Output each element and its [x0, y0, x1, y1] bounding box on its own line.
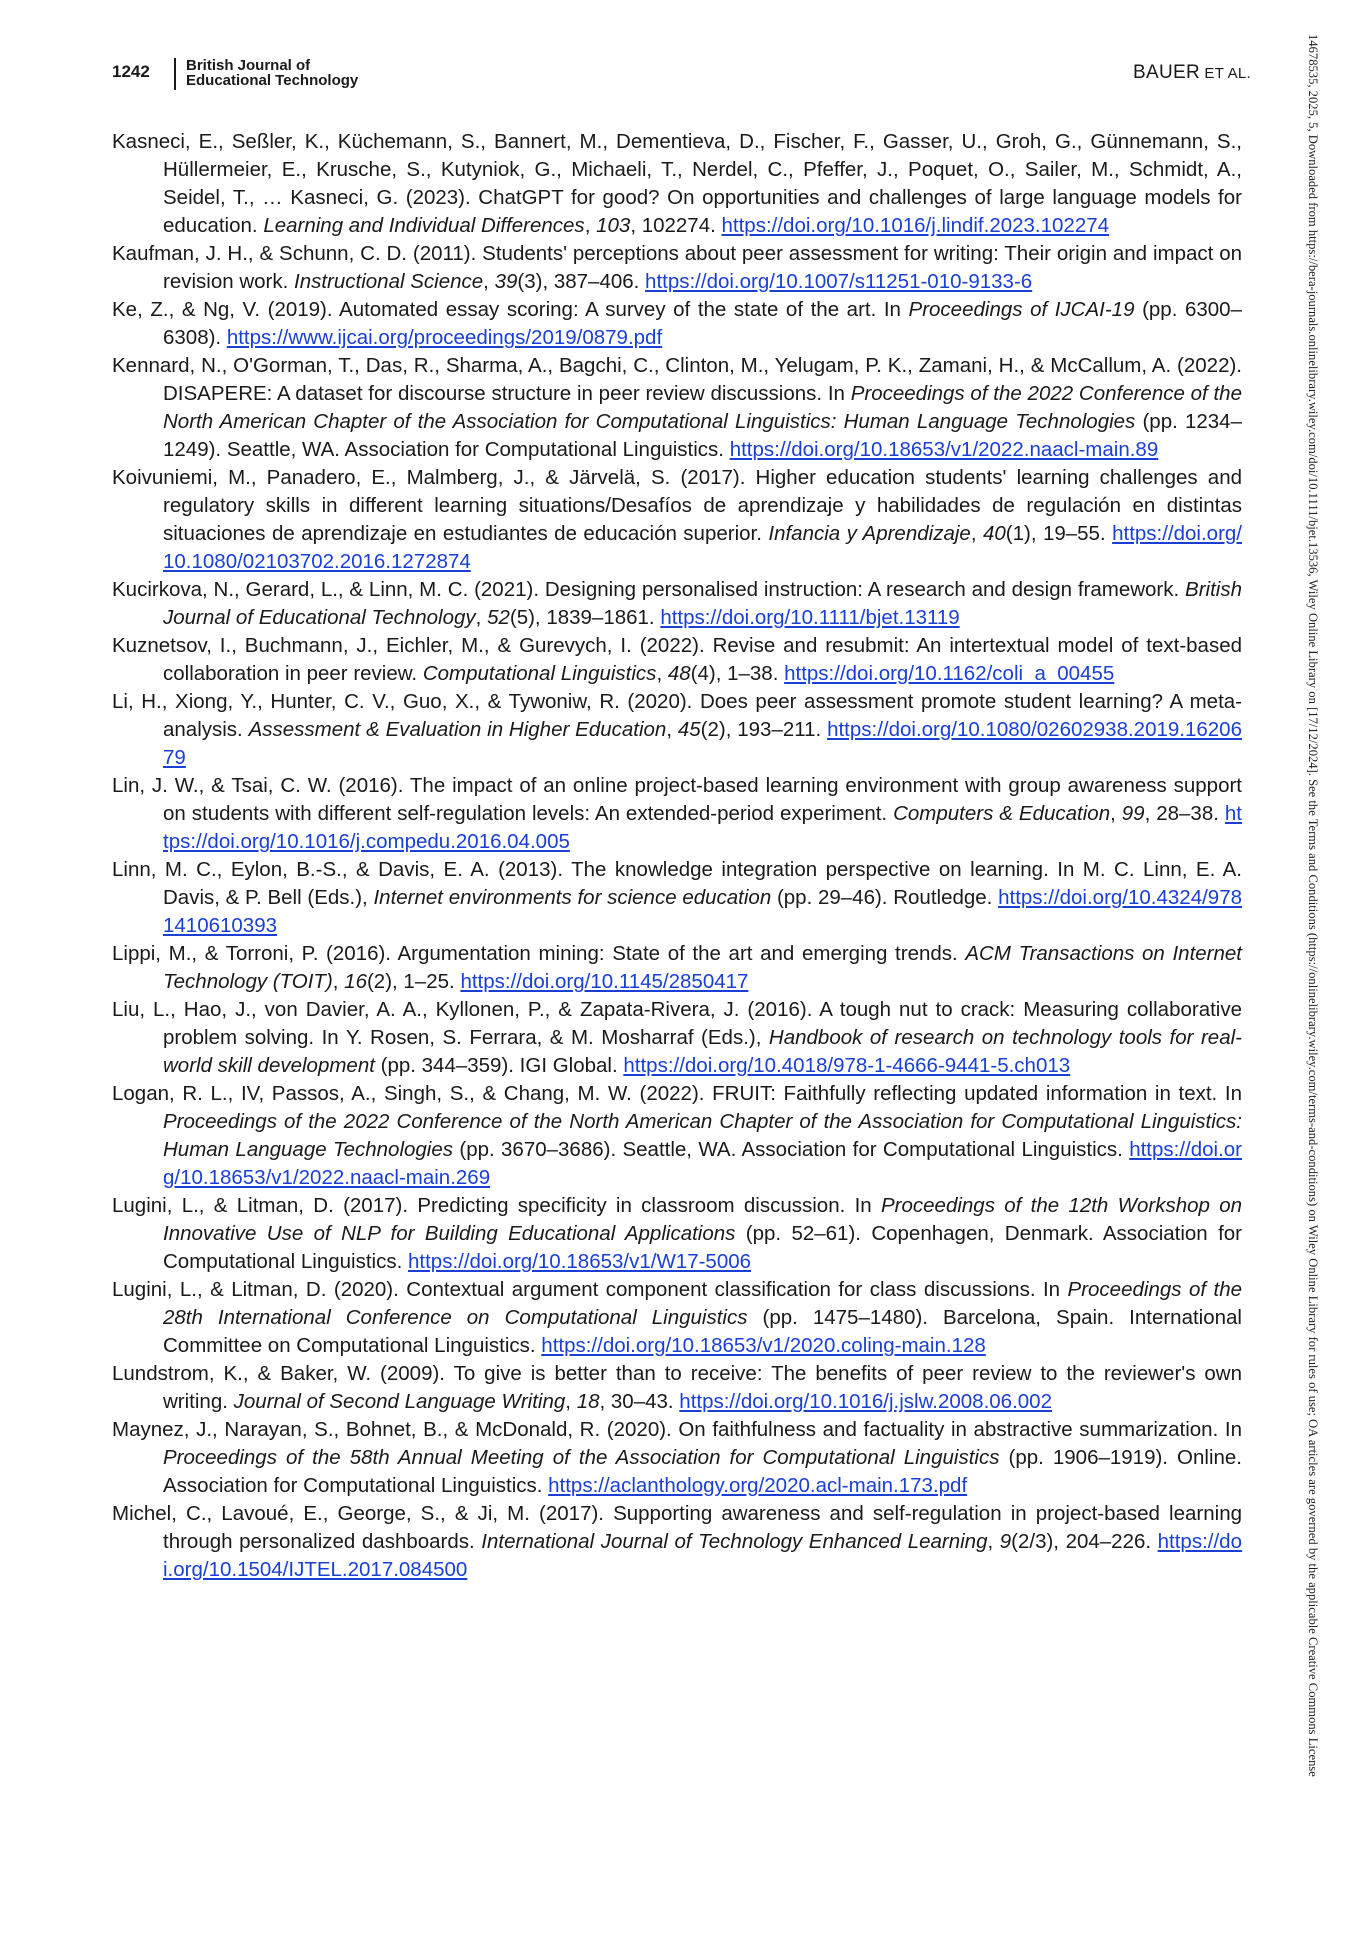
reference-doi-link[interactable]: https://doi.org/10.18653/v1/W17-5006 [408, 1250, 752, 1273]
reference-text: (pp. 1906–1919). Online. Association for Computational Linguistics. [163, 1446, 1242, 1497]
reference-source-title: Proceedings of IJCAI-19 [908, 298, 1135, 321]
download-notice-sidebar [1298, 34, 1328, 1914]
reference-text: , [584, 214, 597, 237]
reference-text: , [987, 1530, 1000, 1553]
reference-doi-link[interactable]: https://doi.org/10.1016/j.jslw.2008.06.002 [679, 1390, 1052, 1413]
journal-name [186, 58, 358, 88]
reference-source-title: Computers & Education [893, 802, 1111, 825]
reference-doi-link[interactable]: https://aclanthology.org/2020.acl-main.173.pdf [548, 1474, 968, 1497]
reference-text: , [332, 970, 345, 993]
reference-volume: 9 [999, 1530, 1012, 1553]
reference-text: , 30–43. [599, 1390, 680, 1413]
reference-entry [112, 996, 1242, 1080]
reference-volume: 103 [596, 214, 631, 237]
reference-text: (pp. 344–359). IGI Global. [374, 1054, 624, 1077]
reference-entry [112, 240, 1242, 296]
reference-entry [112, 1500, 1242, 1584]
reference-entry [112, 296, 1242, 352]
reference-doi-link[interactable]: https://doi.org/10.1007/s11251-010-9133-6 [645, 270, 1033, 293]
reference-doi-link[interactable]: https://www.ijcai.org/proceedings/2019/0879.pdf [226, 326, 663, 349]
reference-text: (4), 1–38. [690, 662, 785, 685]
reference-source-title: International Journal of Technology Enhanced Learning [481, 1530, 988, 1553]
reference-source-title: ACM Transactions on Internet Technology (TOIT) [163, 942, 1242, 993]
reference-text: Logan, R. L., IV, Passos, A., Singh, S., & Chang, M. W. (2022). FRUIT: Faithfully reflecting updated information in text. In [112, 1082, 1242, 1105]
reference-text: Lippi, M., & Torroni, P. (2016). Argumentation mining: State of the art and emerging trends. [112, 942, 966, 965]
reference-text: Kaufman, J. H., & Schunn, C. D. (2011). Students' perceptions about peer assessment for writing: Their origin and impact on revision work. [112, 242, 1242, 293]
reference-volume: 40 [982, 522, 1006, 545]
reference-text: , 28–38. [1144, 802, 1225, 825]
reference-source-title: Proceedings of the 58th Annual Meeting of the Association for Computational Linguistics [163, 1446, 1000, 1469]
reference-entry [112, 940, 1242, 996]
reference-entry [112, 1080, 1242, 1192]
reference-source-title: Learning and Individual Differences [263, 214, 585, 237]
reference-doi-link[interactable]: https://doi.org/10.1162/coli_a_00455 [784, 662, 1115, 685]
reference-source-title: Proceedings of the 2022 Conference of the North American Chapter of the Association for Computational Linguistics: Human Language Technologies [163, 1110, 1242, 1161]
reference-doi-link[interactable]: https://doi.org/10.18653/v1/2020.coling-main.128 [541, 1334, 986, 1357]
reference-doi-link[interactable]: https://doi.org/10.18653/v1/2022.naacl-main.269 [163, 1138, 1242, 1189]
reference-source-title: Infancia y Aprendizaje [768, 522, 971, 545]
page-number: 1242 [112, 62, 150, 81]
reference-text: Linn, M. C., Eylon, B.-S., & Davis, E. A. (2013). The knowledge integration perspective on learning. In M. C. Linn, E. A. Davis, & P. Bell (Eds.), [112, 858, 1242, 909]
reference-text: , [1110, 802, 1122, 825]
reference-text: (2/3), 204–226. [1011, 1530, 1158, 1553]
reference-text: Lin, J. W., & Tsai, C. W. (2016). The impact of an online project-based learning environment with group awareness support on students with different self-regulation levels: An extended-period experiment. [112, 774, 1242, 825]
reference-doi-link[interactable]: https://doi.org/10.4324/9781410610393 [163, 886, 1243, 937]
reference-doi-link[interactable]: https://doi.org/10.1504/IJTEL.2017.084500 [163, 1530, 1242, 1581]
reference-text: (2), 1–25. [366, 970, 461, 993]
reference-doi-link[interactable]: https://doi.org/10.1080/02103702.2016.1272874 [163, 522, 1243, 573]
reference-entry [112, 1360, 1242, 1416]
reference-source-title: Proceedings of the 2022 Conference of the North American Chapter of the Association for Computational Linguistics: Human Language Technologies [163, 382, 1242, 433]
page-header [108, 56, 1251, 92]
reference-text: (pp. 1475–1480). Barcelona, Spain. International Committee on Computational Linguistics. [163, 1306, 1242, 1357]
reference-text: Maynez, J., Narayan, S., Bohnet, B., & McDonald, R. (2020). On faithfulness and factuality in abstractive summarization. In [112, 1418, 1242, 1441]
reference-source-title: Computational Linguistics [422, 662, 657, 685]
reference-text: , 102274. [630, 214, 722, 237]
header-divider [174, 58, 176, 90]
reference-text: Lundstrom, K., & Baker, W. (2009). To give is better than to receive: The benefits of peer review to the reviewer's own writing. [112, 1362, 1242, 1413]
reference-volume: 99 [1121, 802, 1145, 825]
reference-text: (1), 19–55. [1005, 522, 1113, 545]
reference-text: Ke, Z., & Ng, V. (2019). Automated essay scoring: A survey of the state of the art. In [112, 298, 909, 321]
reference-volume: 45 [677, 718, 701, 741]
reference-text: (pp. 6300–6308). [163, 298, 1242, 349]
download-notice-text: 14678535, 2025, 5, Downloaded from https://bera-journals.onlinelibrary.wiley.com/doi/10.1111/bjet.13536, Wiley Online Library on [17/12/2024]. See the Terms and Conditions (https://onlinelibrary.wiley.com/terms-and-conditions) on Wiley Online Library for rules of use; OA articles are governed by the applicable Creative Commons License [1306, 34, 1320, 1777]
reference-source-title: Internet environments for science education [373, 886, 772, 909]
reference-source-title: Assessment & Evaluation in Higher Education [248, 718, 667, 741]
reference-entry [112, 1276, 1242, 1360]
reference-text: (pp. 3670–3686). Seattle, WA. Association for Computational Linguistics. [453, 1138, 1130, 1161]
reference-text: , [483, 270, 495, 293]
reference-doi-link[interactable]: https://doi.org/10.4018/978-1-4666-9441-5.ch013 [623, 1054, 1071, 1077]
journal-name-line2: Educational Technology [186, 72, 359, 89]
reference-text: , [475, 606, 488, 629]
reference-volume: 16 [344, 970, 367, 993]
reference-text: (2), 193–211. [700, 718, 828, 741]
reference-doi-link[interactable]: https://doi.org/10.1016/j.compedu.2016.04.005 [163, 802, 1242, 853]
reference-volume: 48 [667, 662, 691, 685]
reference-text: (pp. 52–61). Copenhagen, Denmark. Association for Computational Linguistics. [163, 1222, 1242, 1273]
reference-text: (pp. 1234–1249). Seattle, WA. Association for Computational Linguistics. [163, 410, 1242, 461]
reference-list [112, 128, 1242, 1584]
reference-text: Koivuniemi, M., Panadero, E., Malmberg, J., & Järvelä, S. (2017). Higher education students' learning challenges and regulatory skills in different learning situations/Desafíos de aprendizaje y habilidades de regulación en distintas situaciones de aprendizaje en estudiantes de educación superior. [112, 466, 1242, 545]
reference-doi-link[interactable]: https://doi.org/10.1111/bjet.13119 [660, 606, 960, 629]
reference-text: Kennard, N., O'Gorman, T., Das, R., Sharma, A., Bagchi, C., Clinton, M., Yelugam, P. K., Zamani, H., & McCallum, A. (2022). DISAPERE: A dataset for discourse structure in peer review discussions. In [112, 354, 1242, 405]
reference-text: , [970, 522, 983, 545]
reference-entry [112, 576, 1242, 632]
reference-entry [112, 632, 1242, 688]
reference-source-title: Proceedings of the 12th Workshop on Innovative Use of NLP for Building Educational Applications [163, 1194, 1242, 1245]
reference-entry [112, 856, 1242, 940]
reference-text: (5), 1839–1861. [509, 606, 661, 629]
reference-entry [112, 772, 1242, 856]
journal-name-line1: British Journal of [186, 57, 311, 74]
reference-entry [112, 128, 1242, 240]
reference-text: Lugini, L., & Litman, D. (2017). Predicting specificity in classroom discussion. In [112, 1194, 881, 1217]
reference-text: Kucirkova, N., Gerard, L., & Linn, M. C. (2021). Designing personalised instruction: A research and design framework. [112, 578, 1186, 601]
reference-volume: 52 [487, 606, 510, 629]
reference-entry [112, 464, 1242, 576]
reference-doi-link[interactable]: https://doi.org/10.1145/2850417 [460, 970, 749, 993]
reference-text: (3), 387–406. [517, 270, 646, 293]
running-head-author: BAUER [1133, 62, 1200, 83]
reference-text: Lugini, L., & Litman, D. (2020). Contextual argument component classification for class discussions. In [112, 1278, 1068, 1301]
running-head-suffix: ET AL. [1199, 65, 1251, 82]
reference-source-title: Proceedings of the 28th International Conference on Computational Linguistics [163, 1278, 1242, 1329]
reference-text: , [565, 1390, 577, 1413]
reference-text: , [666, 718, 678, 741]
reference-entry [112, 1192, 1242, 1276]
running-head [1133, 62, 1251, 84]
reference-text: Liu, L., Hao, J., von Davier, A. A., Kyllonen, P., & Zapata-Rivera, J. (2016). A tough nut to crack: Measuring collaborative problem solving. In Y. Rosen, S. Ferrara, & M. Mosharraf (Eds.), [112, 998, 1242, 1049]
reference-entry [112, 1416, 1242, 1500]
reference-source-title: Handbook of research on technology tools for real-world skill development [163, 1026, 1242, 1077]
reference-text: , [656, 662, 668, 685]
reference-doi-link[interactable]: https://doi.org/10.18653/v1/2022.naacl-main.89 [729, 438, 1159, 461]
reference-doi-link[interactable]: https://doi.org/10.1080/02602938.2019.1620679 [163, 718, 1242, 769]
reference-source-title: Journal of Second Language Writing [233, 1390, 566, 1413]
reference-source-title: British Journal of Educational Technology [163, 578, 1242, 629]
reference-text: Li, H., Xiong, Y., Hunter, C. V., Guo, X., & Tywoniw, R. (2020). Does peer assessment promote student learning? A meta-analysis. [112, 690, 1242, 741]
reference-entry [112, 352, 1242, 464]
reference-doi-link[interactable]: https://doi.org/10.1016/j.lindif.2023.102274 [721, 214, 1110, 237]
reference-entry [112, 688, 1242, 772]
reference-volume: 18 [576, 1390, 600, 1413]
reference-text: Kasneci, E., Seßler, K., Küchemann, S., Bannert, M., Dementieva, D., Fischer, F., Gasser, U., Groh, G., Günnemann, S., Hüllermeier, E., Krusche, S., Kutyniok, G., Michaeli, T., Nerdel, C., Pfeffer, J., Poquet, O., Sailer, M., Schmidt, A., Seidel, T., … Kasneci, G. (2023). ChatGPT for good? On opportunities and challenges of large language models for education. [112, 130, 1242, 237]
reference-text: Kuznetsov, I., Buchmann, J., Eichler, M., & Gurevych, I. (2022). Revise and resubmit: An intertextual model of text-based collaboration in peer review. [112, 634, 1242, 685]
reference-volume: 39 [494, 270, 518, 293]
reference-source-title: Instructional Science [294, 270, 484, 293]
reference-text: (pp. 29–46). Routledge. [771, 886, 999, 909]
reference-text: Michel, C., Lavoué, E., George, S., & Ji, M. (2017). Supporting awareness and self-regulation in project-based learning through personalized dashboards. [112, 1502, 1242, 1553]
